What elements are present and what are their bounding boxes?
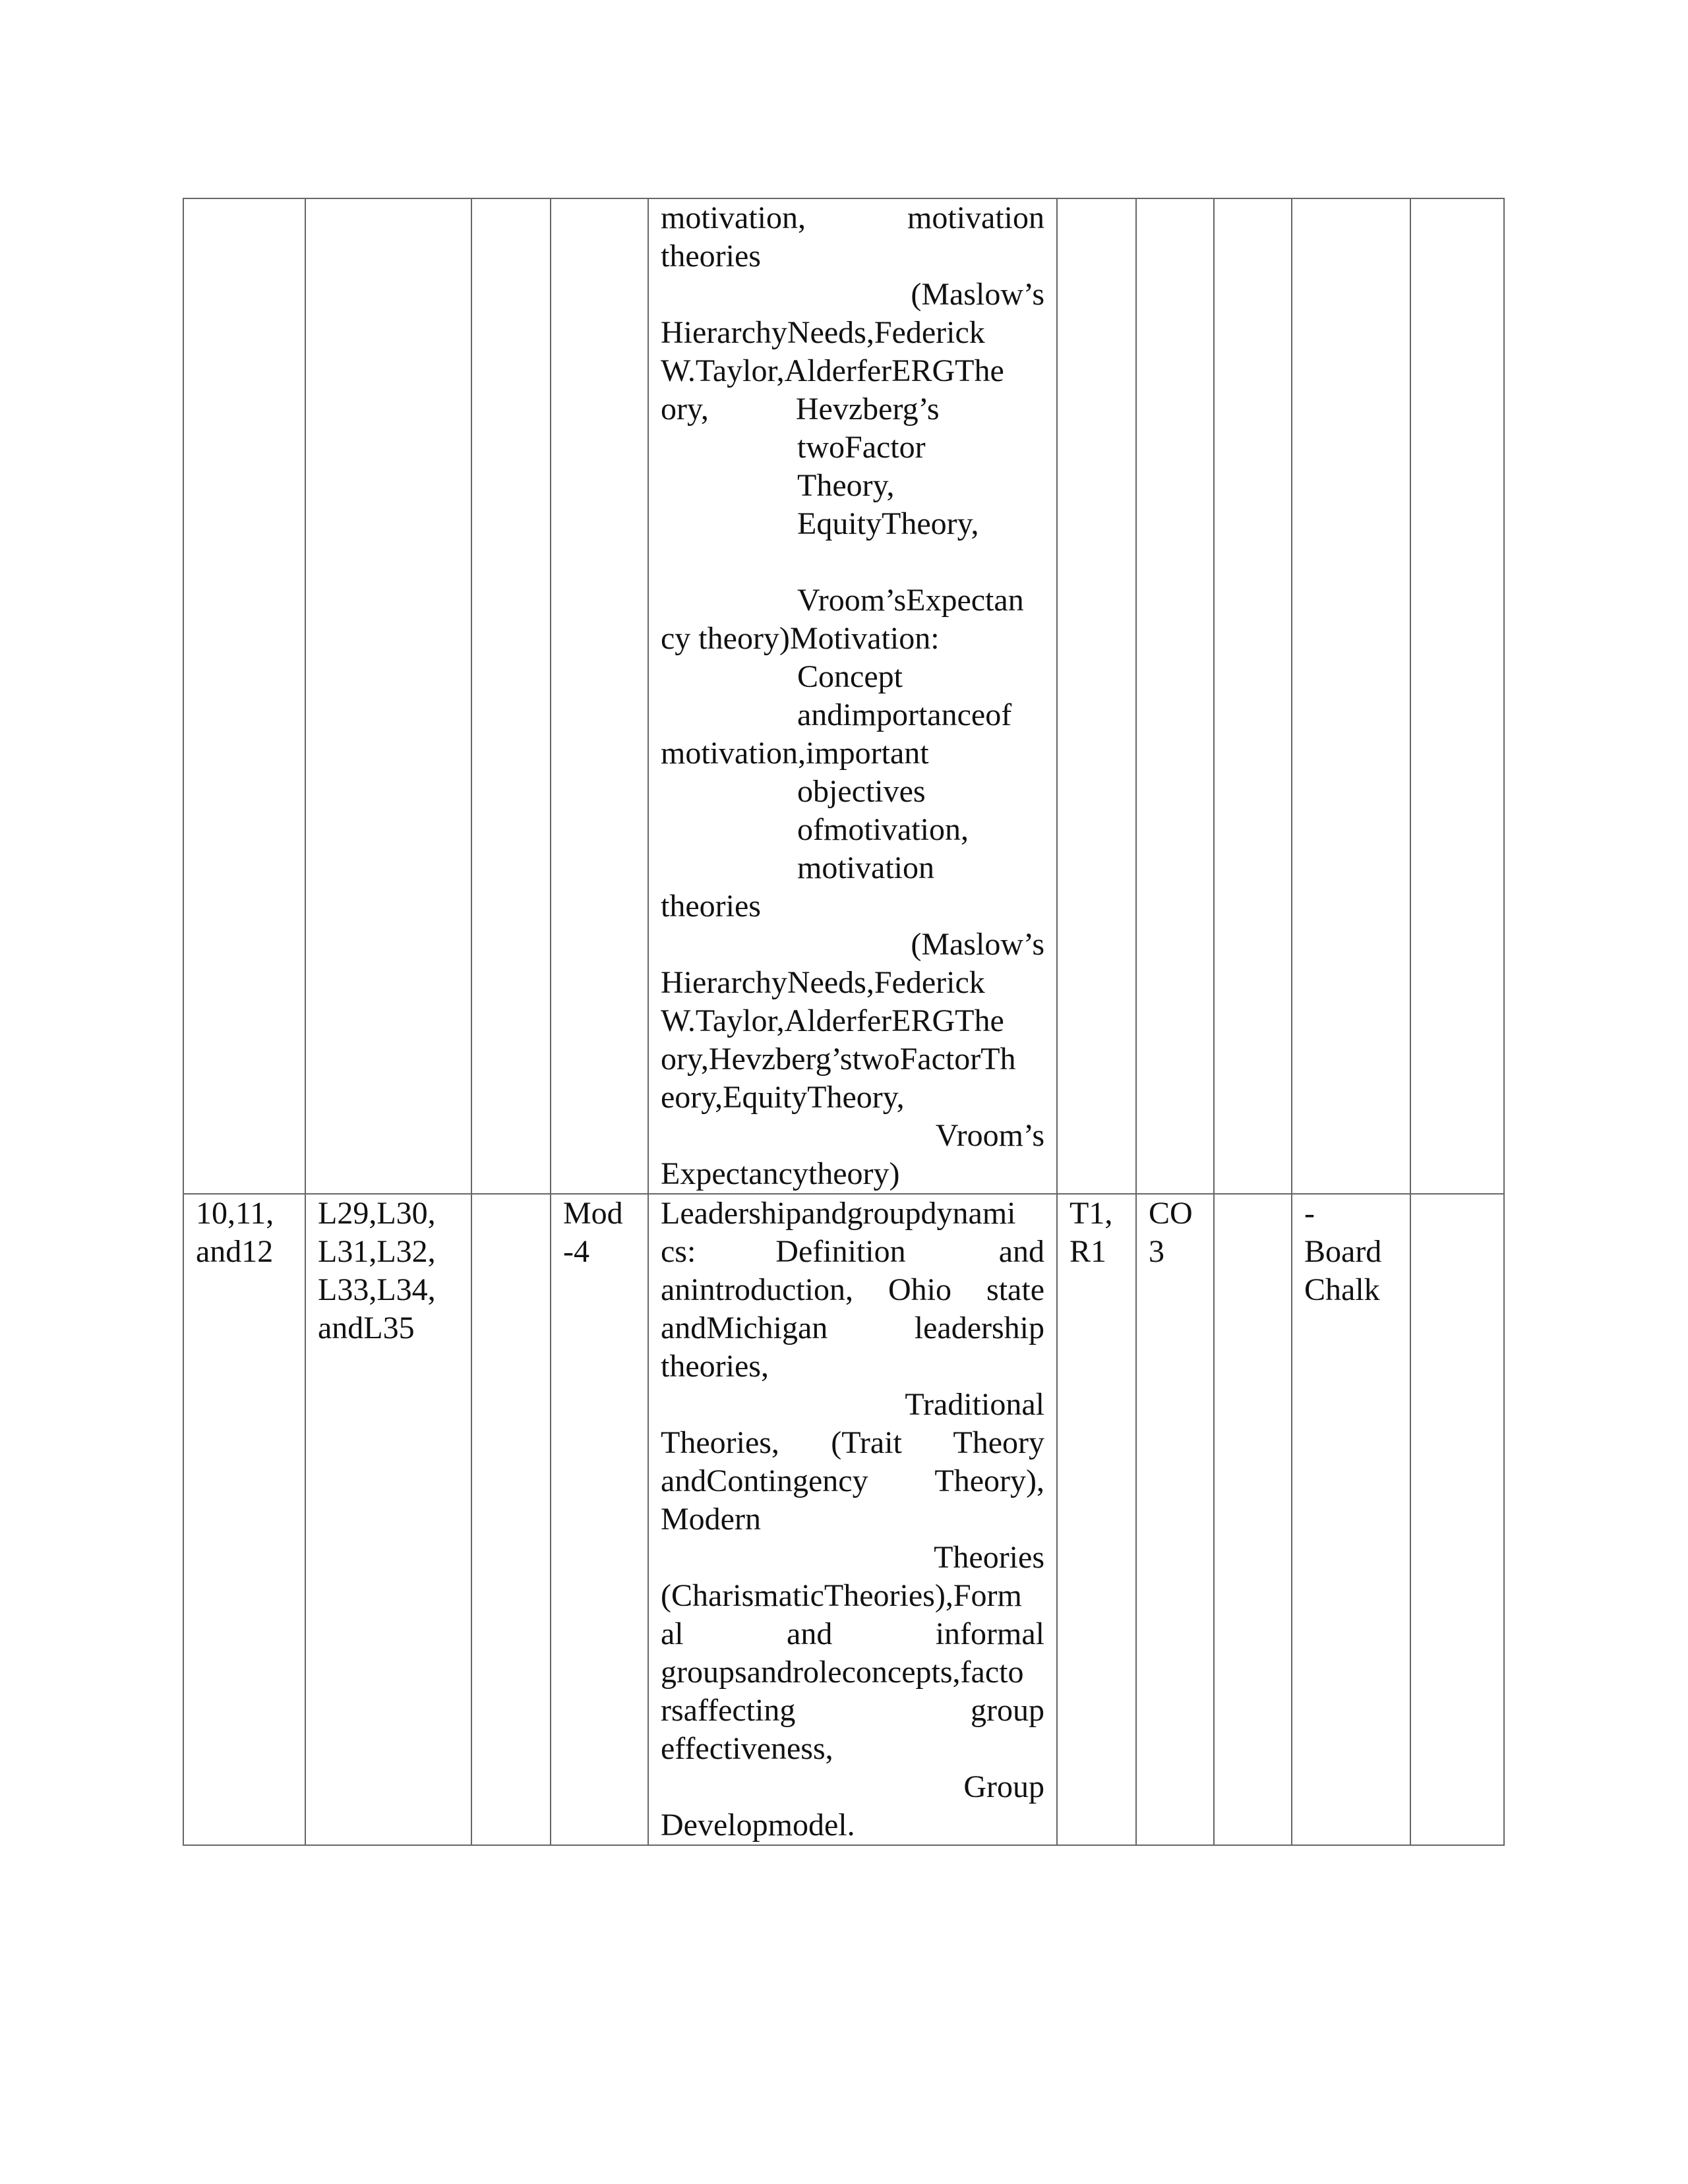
reference-cell (1057, 198, 1136, 1194)
topic-line: W.Taylor,AlderferERGThe (661, 353, 1004, 388)
topic-text (661, 1195, 1044, 1845)
topic-line: theories (661, 889, 761, 924)
topic-line: (CharismaticTheories),Form (661, 1578, 1022, 1613)
topic-line: eory,EquityTheory, (661, 1080, 905, 1115)
topic-line: andimportanceof (797, 697, 1012, 732)
course-outcome-cell (1136, 198, 1214, 1194)
topic-line: Expectancytheory) (661, 1156, 900, 1191)
module-text: Mod -4 (563, 1196, 623, 1269)
topic-line: (Maslow’s (911, 277, 1044, 312)
topic-line: HierarchyNeeds,Federick (661, 315, 985, 350)
topic-line: groupsandroleconcepts,facto (661, 1655, 1024, 1690)
week-cell (183, 1194, 305, 1845)
topic-line: Theory, (797, 468, 895, 503)
table-row (183, 1194, 1504, 1845)
topic-line: Leadershipandgroupdynami (661, 1196, 1016, 1231)
topic-line: objectives (797, 774, 926, 809)
topic-line: Vroom’sExpectan (797, 583, 1024, 618)
topic-line: andContingency Theory), (661, 1463, 1044, 1498)
empty-cell (471, 1194, 551, 1845)
topic-cell (648, 198, 1057, 1194)
topic-line: anintroduction, Ohio state (661, 1272, 1044, 1307)
module-cell (551, 1194, 648, 1845)
lesson-plan-table (183, 198, 1505, 1846)
topic-line: HierarchyNeeds,Federick (661, 965, 985, 1000)
reference-text: T1, R1 (1070, 1196, 1113, 1269)
topic-line: ory,Hevzberg’stwoFactorTh (661, 1042, 1016, 1077)
topic-line: andMichigan leadership (661, 1311, 1044, 1345)
topic-line: Theories (934, 1540, 1044, 1575)
module-cell (551, 198, 648, 1194)
topic-text (661, 199, 1044, 1193)
topic-line: theories, (661, 1349, 769, 1384)
empty-cell (1410, 198, 1504, 1194)
lectures-text: L29,L30, L31,L32, L33,L34, andL35 (318, 1196, 436, 1345)
topic-line: ofmotivation, (797, 812, 969, 847)
pedagogy-cell (1292, 198, 1410, 1194)
week-cell (183, 198, 305, 1194)
topic-line: ory, Hevzberg’s (661, 392, 940, 427)
empty-cell (1214, 1194, 1292, 1845)
reference-cell (1057, 1194, 1136, 1845)
topic-line: Concept (797, 659, 903, 694)
topic-line: motivation (797, 850, 934, 885)
course-outcome-text: CO 3 (1149, 1196, 1193, 1269)
topic-line: Developmodel. (661, 1808, 855, 1843)
topic-cell (648, 1194, 1057, 1845)
lectures-cell (305, 1194, 471, 1845)
topic-line: twoFactor (797, 430, 926, 465)
empty-cell (471, 198, 551, 1194)
pedagogy-text: - Board Chalk (1304, 1196, 1382, 1307)
topic-line: W.Taylor,AlderferERGThe (661, 1003, 1004, 1038)
topic-line: theories (661, 239, 761, 274)
topic-line: Traditional (905, 1387, 1044, 1422)
topic-line: Theories, (Trait Theory (661, 1425, 1044, 1460)
topic-line: al and informal (661, 1616, 1044, 1651)
topic-line: Vroom’s (935, 1118, 1044, 1153)
topic-line: cy theory)Motivation: (661, 621, 940, 656)
empty-cell (1214, 198, 1292, 1194)
topic-line: Group (963, 1769, 1044, 1804)
table-row (183, 198, 1504, 1194)
topic-line: (Maslow’s (911, 927, 1044, 962)
topic-line: rsaffecting group (661, 1693, 1044, 1728)
topic-line: EquityTheory, (797, 506, 979, 541)
lectures-cell (305, 198, 471, 1194)
topic-line: motivation,important (661, 736, 929, 771)
topic-line (661, 543, 1044, 581)
pedagogy-cell (1292, 1194, 1410, 1845)
topic-line: cs: Definition and (661, 1234, 1044, 1269)
topic-line: Modern (661, 1502, 761, 1537)
topic-line: motivation, motivation (661, 200, 1044, 235)
topic-line: effectiveness, (661, 1731, 833, 1766)
empty-cell (1410, 1194, 1504, 1845)
week-text: 10,11, and12 (196, 1196, 274, 1269)
course-outcome-cell (1136, 1194, 1214, 1845)
